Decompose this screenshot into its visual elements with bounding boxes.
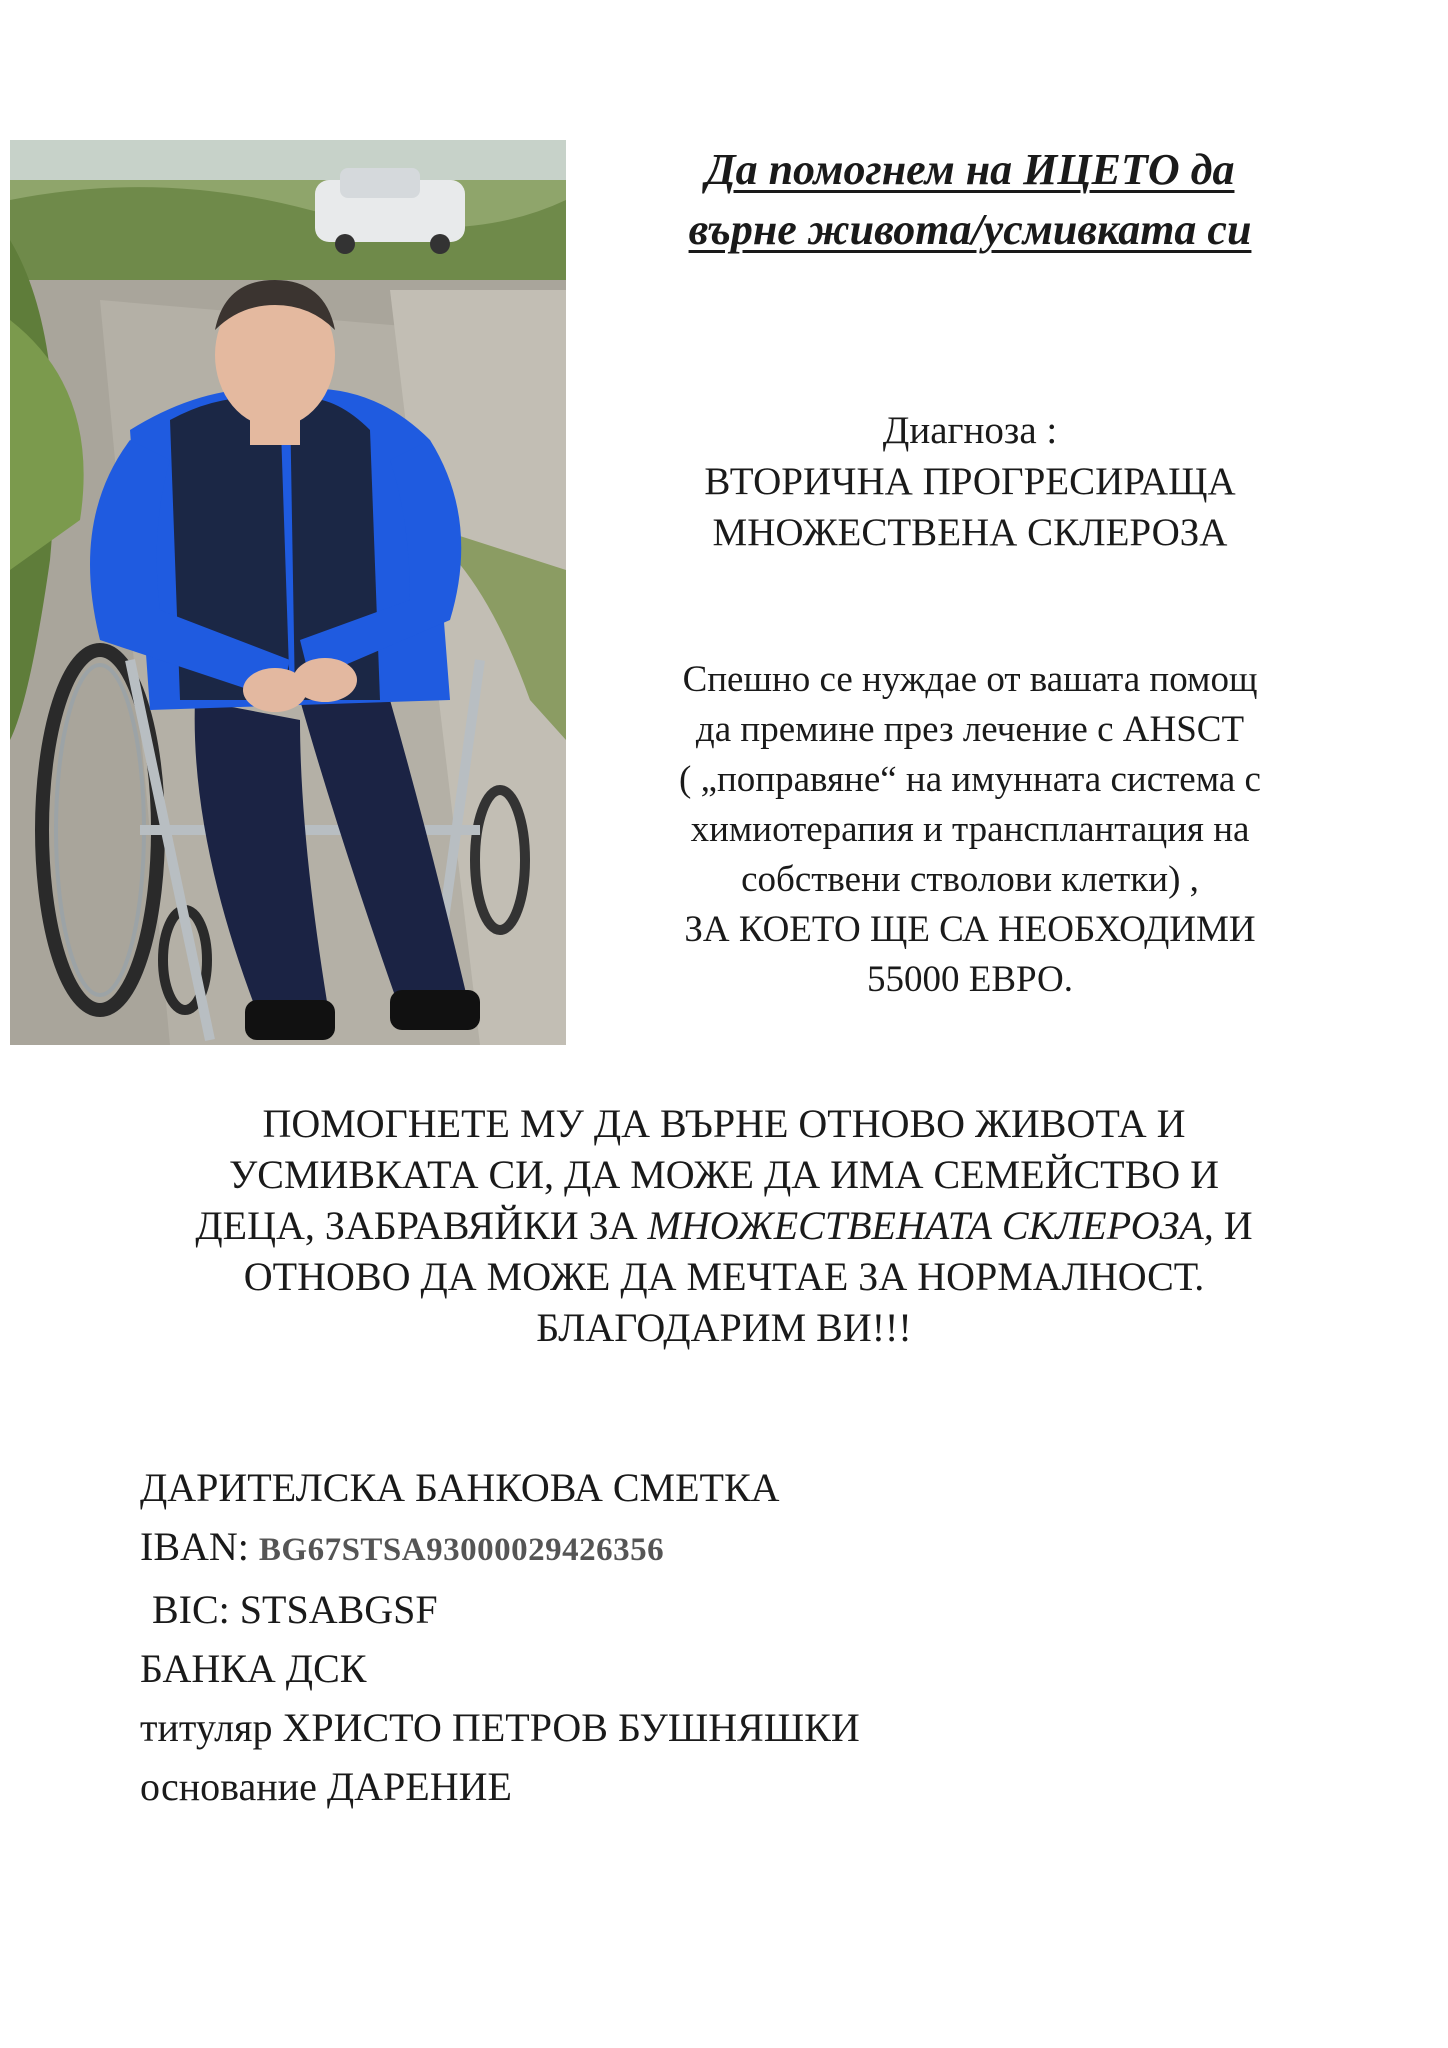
- need-amount: 55000 ЕВРО.: [866, 959, 1074, 1000]
- headline-line-2: върне живота/усмивката си: [688, 205, 1252, 254]
- bank-name: БАНКА ДСК: [140, 1646, 367, 1691]
- need-line-4: химиотерапия и трансплантация на: [690, 809, 1250, 850]
- payment-reason: основание ДАРЕНИЕ: [140, 1764, 512, 1809]
- bank-title: ДАРИТЕЛСКА БАНКОВА СМЕТКА: [140, 1465, 780, 1510]
- appeal-block: [60, 1098, 1388, 1353]
- need-line-5: собствени стволови клетки) ,: [741, 859, 1199, 900]
- appeal-line-2: УСМИВКАТА СИ, ДА МОЖЕ ДА ИМА СЕМЕЙСТВО И: [228, 1152, 1220, 1197]
- need-line-1: Спешно се нуждае от вашата помощ: [682, 659, 1258, 700]
- bic-row: BIC: STSABGSF: [152, 1587, 438, 1632]
- need-line-3: ( „поправяне“ на имунната система с: [679, 759, 1261, 800]
- diagnosis-line-2: МНОЖЕСТВЕНА СКЛЕРОЗА: [712, 511, 1228, 554]
- appeal-thanks: БЛАГОДАРИМ ВИ!!!: [536, 1305, 912, 1350]
- man-in-wheelchair-photo: [10, 140, 566, 1045]
- need-line-6: ЗА КОЕТО ЩЕ СА НЕОБХОДИМИ: [684, 909, 1256, 950]
- need-line-2: да премине през лечение с AHSCT: [695, 709, 1245, 750]
- diagnosis-label: Диагноза :: [882, 409, 1058, 452]
- appeal-line-3-italic: МНОЖЕСТВЕНАТА СКЛЕРОЗА,: [647, 1203, 1214, 1248]
- car-shape: [315, 168, 465, 254]
- appeal-line-3-start: ДЕЦА, ЗАБРАВЯЙКИ ЗА: [195, 1203, 648, 1248]
- bank-details: [140, 1458, 1340, 1816]
- account-holder: титуляр ХРИСТО ПЕТРОВ БУШНЯШКИ: [140, 1705, 860, 1750]
- appeal-line-3: [60, 1200, 1388, 1251]
- iban-value: BG67STSA93000029426356: [258, 1532, 665, 1568]
- headline: [600, 140, 1340, 260]
- treatment-need-block: [580, 655, 1360, 1005]
- photo-illustration: [10, 140, 566, 1045]
- diagnosis-block: [600, 405, 1340, 558]
- iban-row: [140, 1517, 1340, 1580]
- appeal-line-3-end: И: [1213, 1203, 1253, 1248]
- diagnosis-line-1: ВТОРИЧНА ПРОГРЕСИРАЩА: [704, 460, 1236, 503]
- appeal-line-4: ОТНОВО ДА МОЖЕ ДА МЕЧТАЕ ЗА НОРМАЛНОСТ.: [243, 1254, 1205, 1299]
- headline-line-1: Да помогнем на ИЦЕТО да: [705, 145, 1235, 194]
- appeal-line-1: ПОМОГНЕТЕ МУ ДА ВЪРНЕ ОТНОВО ЖИВОТА И: [262, 1101, 1186, 1146]
- iban-label: IBAN:: [140, 1524, 259, 1569]
